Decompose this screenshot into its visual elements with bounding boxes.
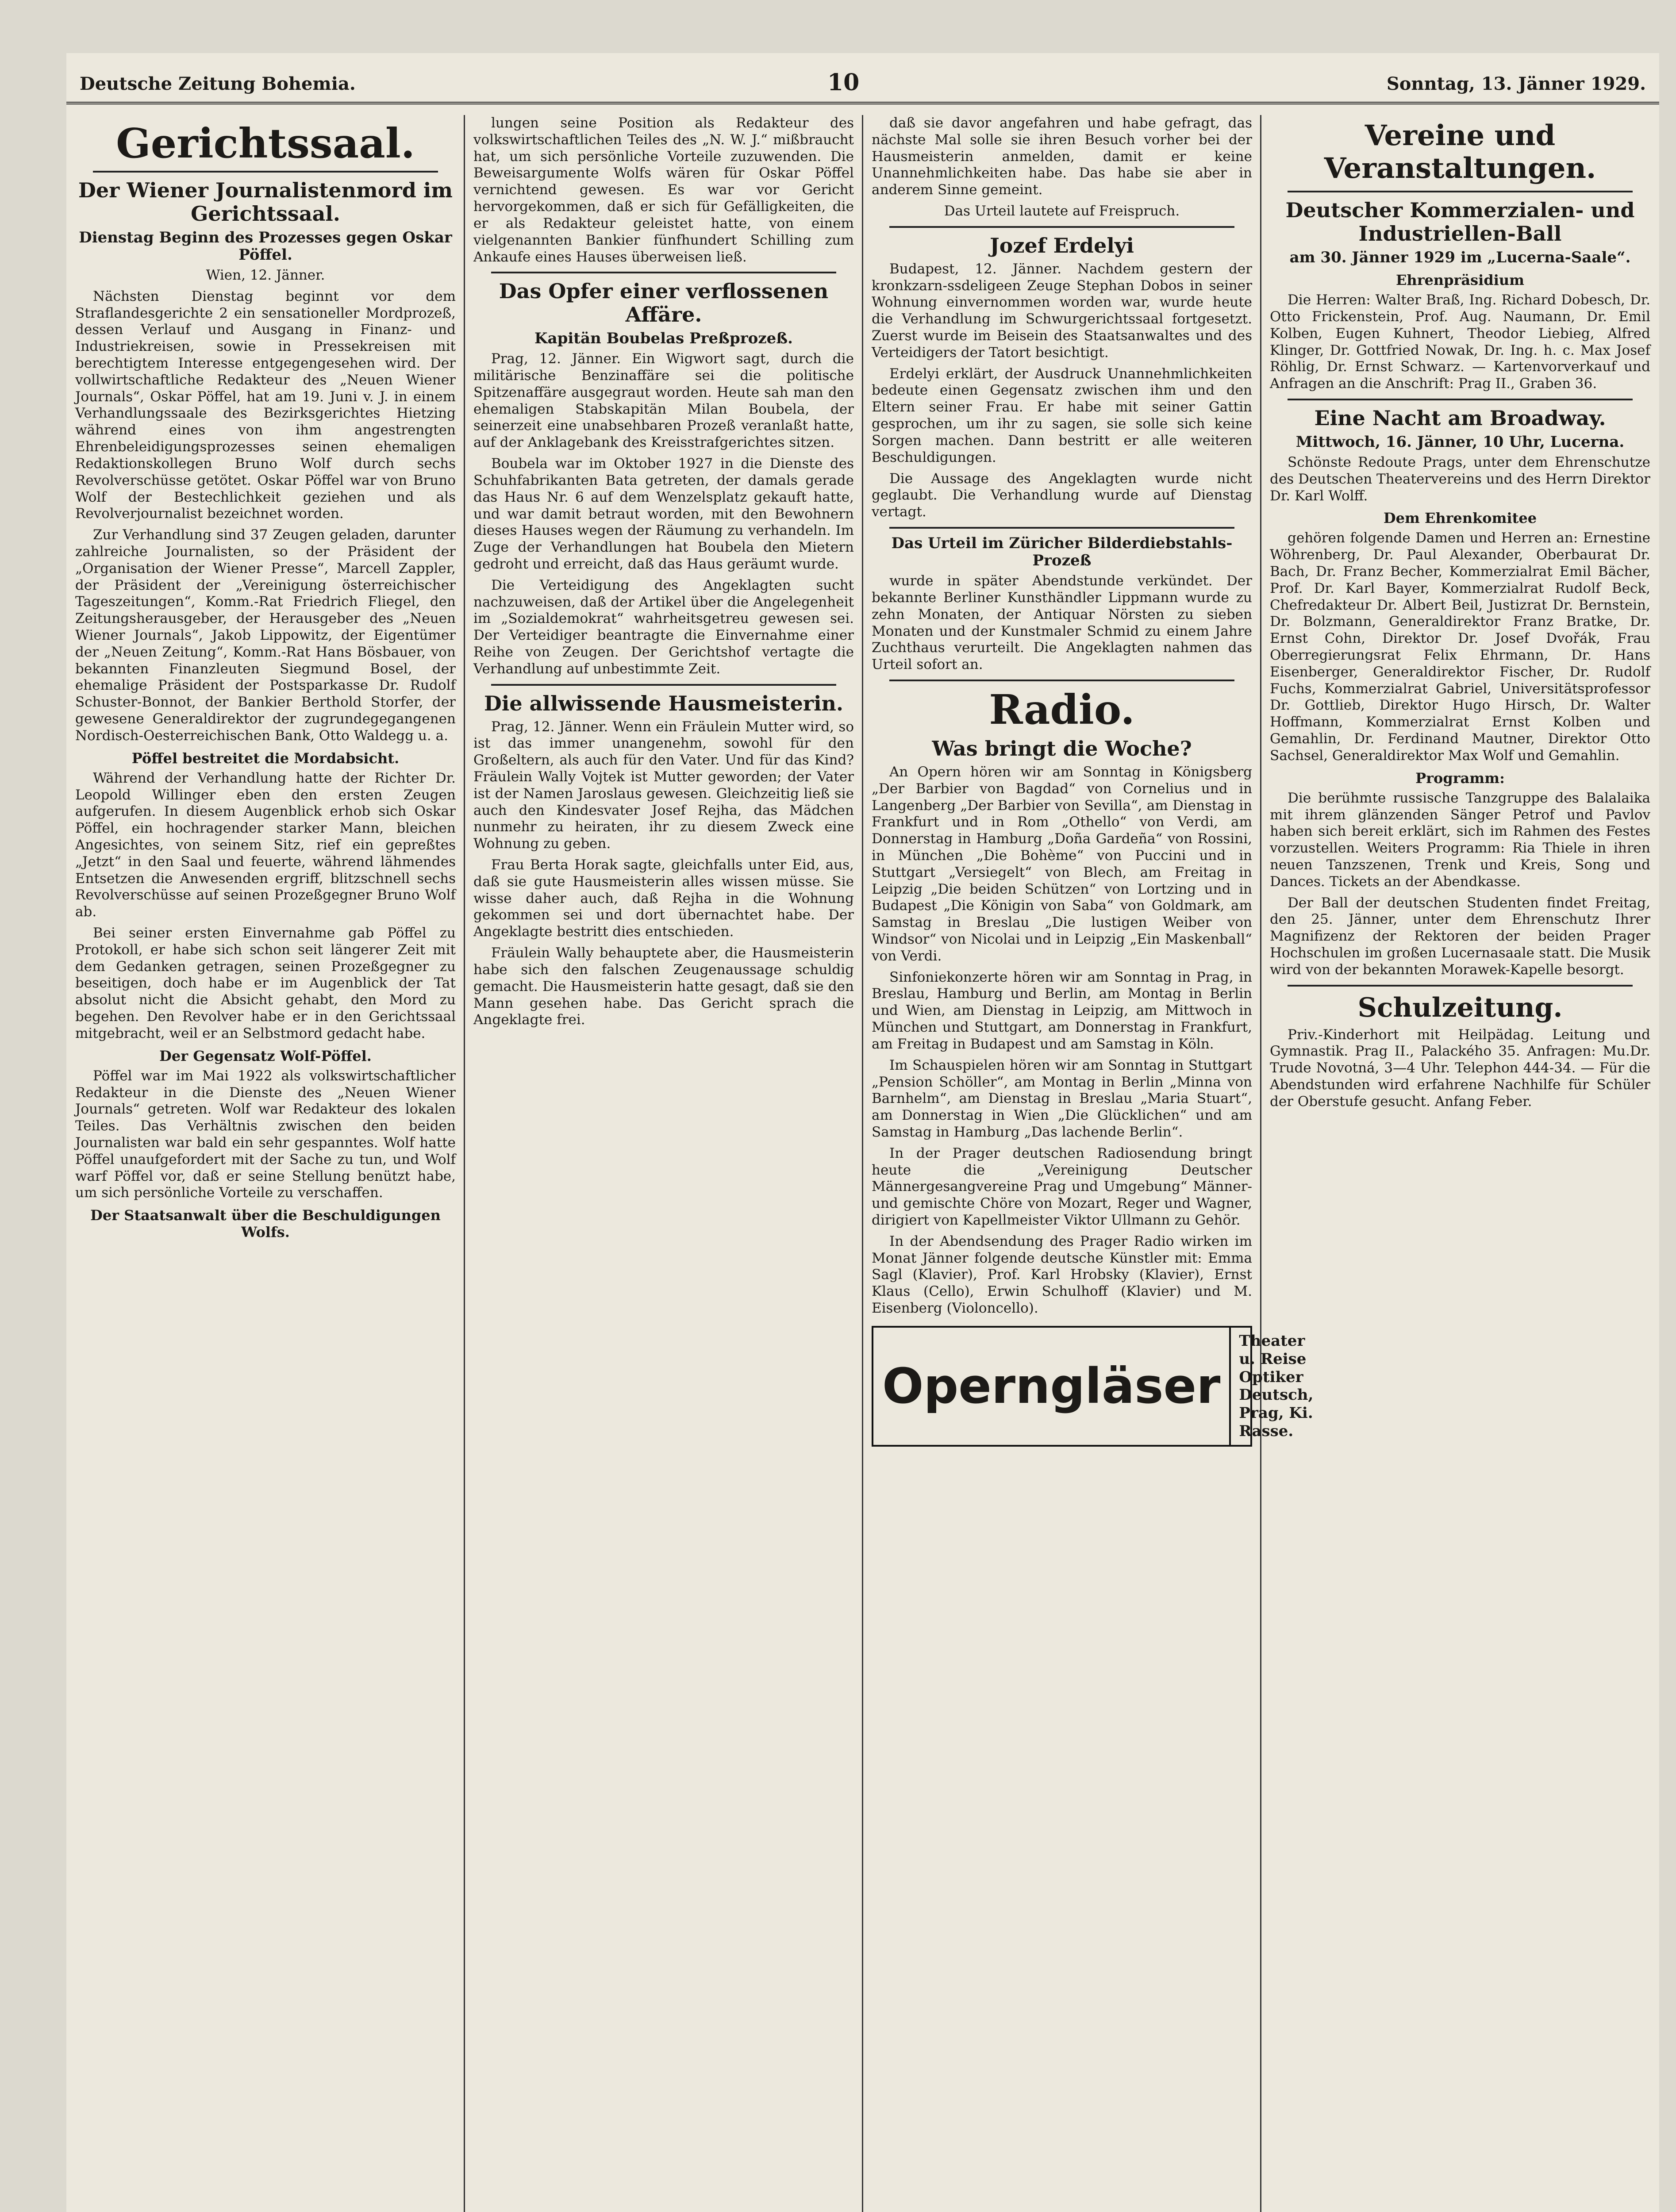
column-court: [75, 115, 456, 2212]
article-paragraph: An Opern hören wir am Sonntag in Königsberg „Der Barbier von Bagdad“ von Cornelius und in Langenberg „Der Barbier von Sevilla“, am Dienstag in Frankfurt und in Rom „Othello“ von Verdi, am Donnerstag in Hamburg „Doña Gardeña“ von Rossini, in München „Die Bohème“ von Puccini und in Stuttgart „Versiegelt“ von Blech, am Freitag in Leipzig „Die beiden Schützen“ von Lortzing und in Budapest „Die Königin von Saba“ von Goldmark, am Samstag in Breslau „Die lustigen Weiber von Windsor“ von Nicolai und in Leipzig „Ein Maskenball“ von Verdi.: [872, 764, 1252, 964]
ad-details: Theater u. Reise Optiker Deutsch, Prag, Ki. Rasse.: [1229, 1328, 1321, 1445]
article-paragraph: Der Ball der deutschen Studenten findet Freitag, den 25. Jänner, unter dem Ehrenschutz Ihrer Magnifizenz der Rektoren der beiden Prager Hochschulen im großen Lucernasaale statt. Die Musik wird von der bekannten Morawek-Kapelle besorgt.: [1270, 895, 1650, 978]
article-paragraph: Prag, 12. Jänner. Ein Wigwort sagt, durch die militärische Benzinaffäre sei die politische Spitzenaffäre ausgegraut worden. Heute sah man den ehemaligen Stabskapitän Milan Boubela, der seinerzeit eine unabsehbaren Prozeß veranlaßt hatte, auf der Anklagebank des Kreisstrafgerichtes sitzen.: [473, 351, 854, 451]
ad-headline: Operngläser: [882, 1358, 1221, 1415]
column-events: [1270, 115, 1650, 2212]
divider: [889, 226, 1234, 228]
divider: [889, 680, 1234, 681]
article-paragraph: Zur Verhandlung sind 37 Zeugen geladen, darunter zahlreiche Journalisten, so der Präsident der „Organisation der Wiener Presse“, Marcell Zappler, der Präsident der „Vereinigung österreichischer Tageszeitungen“, Komm.-Rat Friedrich Fliegel, den Zeitungsherausgeber, der Herausgeber des „Neuen Wiener Journals“, Jakob Lippowitz, der Eigentümer der „Neuen Zeitung“, Komm.-Rat Hans Bösbauer, von bekannten Finanzleuten Siegmund Bosel, der ehemalige Präsident der Postsparkasse Dr. Rudolf Schuster-Bonnot, der Bankier Berthold Storfer, der gewesene Generaldirektor der zugrundegegangenen Nordisch-Oesterreichischen Bank, Otto Waldegg u. a.: [75, 527, 456, 744]
article-title: Die allwissende Hausmeisterin.: [484, 691, 844, 715]
article-paragraph: Die Verteidigung des Angeklagten sucht nachzuweisen, daß der Artikel über die Angelegenheit im „Sozialdemokrat“ wahrheitsgetreu gewesen sei. Der Verteidiger beantragte die Einvernahme einer Reihe von Zeugen. Der Gerichtshof vertagte die Verhandlung auf unbestimmte Zeit.: [473, 577, 854, 677]
column-rule: [862, 115, 863, 2212]
article-title: Das Urteil im Züricher Bilderdiebstahls-Prozeß: [891, 534, 1233, 570]
article-paragraph: In der Abendsendung des Prager Radio wirken im Monat Jänner folgende deutsche Künstler mit: Emma Sagl (Klavier), Prof. Karl Hrobsky (Klavier), Ernst Klaus (Cello), Erwin Schulhoff (Klavier) und M. Eisenberg (Violoncello).: [872, 1233, 1252, 1317]
column-rule: [464, 115, 465, 2212]
section-heading: Radio.: [989, 686, 1135, 734]
article-paragraph: gehören folgende Damen und Herren an: Ernestine Wöhrenberg, Dr. Paul Alexander, Oberbaurat Dr. Bach, Dr. Franz Becher, Kommerzialrat Emil Bächer, Prof. Dr. Karl Bayer, Kommerzialrat Rudolf Beck, Chefredakteur Dr. Albert Beil, Justizrat Dr. Bernstein, Dr. Bolzmann, Generaldirektor Franz Bratke, Dr. Ernst Cohn, Direktor Dr. Josef Dvořák, Frau Oberregierungsrat Felix Ehrmann, Dr. Hans Eisenberger, Generaldirektor Fischer, Dr. Rudolf Fuchs, Kommerzialrat Gabriel, Universitätsprofessor Dr. Gottlieb, Direktor Hugo Hirsch, Dr. Walter Hoffmann, Kommerzialrat Ernst Kolben und Gemahlin, Dr. Ferdinand Mautner, Direktor Otto Sachsel, Generaldirektor Max Wolf und Gemahlin.: [1270, 530, 1650, 764]
subheading: Der Gegensatz Wolf-Pöffel.: [159, 1047, 372, 1064]
article-paragraph: Priv.-Kinderhort mit Heilpädag. Leitung und Gymnastik. Prag II., Palackého 35. Anfragen: Mu.Dr. Trude Novotná, 3—4 Uhr. Telephon 444-34. — Für die Abendstunden wird erfahrene Nachhilfe für Schüler der Oberstufe gesucht. Anfang Feber.: [1270, 1026, 1650, 1110]
subheading: Dem Ehrenkomitee: [1383, 510, 1537, 527]
article-subtitle: Dienstag Beginn des Prozesses gegen Oskar Pöffel.: [79, 228, 452, 264]
newspaper-page: [66, 53, 1659, 2212]
divider: [491, 272, 836, 273]
issue-date: Sonntag, 13. Jänner 1929.: [1386, 73, 1646, 94]
divider: [93, 171, 438, 173]
article-paragraph: Die berühmte russische Tanzgruppe des Balalaika mit ihrem glänzenden Sänger Petrof und Pavlov haben sich bereit erklärt, sich im Rahmen des Festes vorzustellen. Weiters Programm: Ria Thiele in ihren neuen Tanzszenen, Trenk und Kreis, Song und Dances. Tickets an der Abendkasse.: [1270, 790, 1650, 890]
column-3: [872, 115, 1314, 2212]
page-header: [66, 71, 1659, 104]
article-paragraph: Nächsten Dienstag beginnt vor dem Straflandesgerichte 2 ein sensationeller Mordprozeß, dessen Verlauf und Ausgang in Finanz- und Industriekreisen, sowie in Pressekreisen mit berechtigtem Interesse entgegengesehen wird. Der vollwirtschaftliche Redakteur des „Neuen Wiener Journals“, Oskar Pöffel, hat am 19. Juni v. J. in einem Verhandlungssaale des Bezirksgerichtes Hietzing während eines von ihm angestrengten Ehrenbeleidigungsprozesses seinen ehemaligen Redaktionskollegen Bruno Wolf durch sechs Revolverschüsse getötet. Oskar Pöffel war von Bruno Wolf der Bestechlichkeit geziehen und als Revolverjournalist bezeichnet worden.: [75, 288, 456, 522]
article-paragraph: daß sie davor angefahren und habe gefragt, das nächste Mal solle sie ihren Besuch vorher bei der Hausmeisterin anmelden, damit er keine Unannehmlichkeiten habe. Das habe sie aber in anderem Sinne gemeint.: [872, 115, 1252, 198]
divider: [491, 684, 836, 686]
article-paragraph: Sinfoniekonzerte hören wir am Sonntag in Prag, in Breslau, Hamburg und Berlin, am Montag in Berlin und Wien, am Dienstag in Leipzig, am Mittwoch in München und Stuttgart, am Donnerstag in Frankfurt, am Freitag in Budapest und am Samstag in Köln.: [872, 969, 1252, 1052]
article-title: Deutscher Kommerzialen- und Industriellen-Ball: [1285, 198, 1635, 246]
subheading: Programm:: [1415, 769, 1505, 787]
article-paragraph: lungen seine Position als Redakteur des volkswirtschaftlichen Teiles des „N. W. J.“ mißbraucht hat, um sich persönliche Vorteile zuzuwenden. Die Beweisargumente Wolfs wären für Oskar Pöffel vernichtend gewesen. Es war vor Gericht hervorgekommen, daß er sich für Gefälligkeiten, die er als Redakteur geleistet hatte, von einem vielgenannten Bankier fünfhundert Schilling zum Ankaufe eines Hauses überweisen ließ.: [473, 115, 854, 265]
article-paragraph: In der Prager deutschen Radiosendung bringt heute die „Vereinigung Deutscher Männergesangvereine Prag und Umgebung“ Männer- und gemischte Chöre von Mozart, Reger und Wagner, dirigiert von Kapellmeister Viktor Ullmann zu Gehör.: [872, 1145, 1252, 1229]
masthead: Deutsche Zeitung Bohemia.: [80, 73, 356, 94]
column-rule: [1260, 115, 1261, 2212]
article-paragraph: Während der Verhandlung hatte der Richter Dr. Leopold Willinger eben den ersten Zeugen aufgerufen. In diesem Augenblick erhob sich Oskar Pöffel, ein hochragender starker Mann, bleichen Angesichtes, von seinem Sitz, rief ein gepreßtes „Jetzt“ in den Saal und feuerte, während lähmendes Entsetzen die Anwesenden ergriff, blitzschnell sechs Revolverschüsse auf seinen Prozeßgegner Bruno Wolf ab.: [75, 770, 456, 920]
article-paragraph: Pöffel war im Mai 1922 als volkswirtschaftlicher Redakteur in die Dienste des „Neuen Wiener Journals“ getreten. Wolf war Redakteur des lokalen Teiles. Das Verhältnis zwischen den beiden Journalisten war bald ein sehr gespanntes. Wolf hatte Pöffel unaufgefordert mit der Sache zu tun, und Wolf warf Pöffel vor, daß er seine Stellung benützt habe, um sich persönliche Vorteile zu verschaffen.: [75, 1068, 456, 1201]
article-subtitle: Was bringt die Woche?: [932, 737, 1192, 761]
article-paragraph: Die Herren: Walter Braß, Ing. Richard Dobesch, Dr. Otto Frickenstein, Prof. Aug. Naumann, Dr. Emil Kolben, Eugen Kuhnert, Theodor Liebieg, Alfred Klinger, Dr. Gottfried Nowak, Dr. Ing. h. c. Max Josef Röhlig, Dr. Ernst Schwarz. — Kartenvorverkauf und Anfragen an die Anschrift: Prag II., Graben 36.: [1270, 292, 1650, 392]
divider: [889, 527, 1234, 529]
article-subtitle: Mittwoch, 16. Jänner, 10 Uhr, Lucerna.: [1295, 433, 1625, 451]
divider: [1288, 985, 1633, 987]
subheading: Pöffel bestreitet die Mordabsicht.: [131, 749, 400, 767]
divider: [1288, 191, 1633, 192]
article-paragraph: Budapest, 12. Jänner. Nachdem gestern der kronkzarn-ssdeligeen Zeuge Stephan Dobos in seiner Wohnung einvernommen worden war, wurde heute die Verhandlung im Schwurgerichtssaal fortgesetzt. Zuerst wurde im Beisein des Staatsanwaltes und des Verteidigers der Tatort besichtigt.: [872, 261, 1252, 361]
article-title: Eine Nacht am Broadway.: [1314, 406, 1606, 430]
column-2: [473, 115, 854, 2212]
subheading: Ehrenpräsidium: [1396, 272, 1524, 289]
subheading: Der Staatsanwalt über die Beschuldigungen Wolfs.: [90, 1207, 441, 1241]
section-heading: Gerichtssaal.: [116, 119, 415, 167]
article-subtitle: Kapitän Boubelas Preßprozeß.: [534, 330, 793, 348]
article-paragraph: Im Schauspielen hören wir am Sonntag in Stuttgart „Pension Schöller“, am Montag in Berlin „Minna von Barnhelm“, am Dienstag in Breslau „Maria Stuart“, am Donnerstag in Wien „Die Glücklichen“ und am Samstag in Hamburg „Das lachende Berlin“.: [872, 1057, 1252, 1140]
article-paragraph: Erdelyi erklärt, der Ausdruck Unannehmlichkeiten bedeute einen Gegensatz zwischen ihm und den Eltern seiner Frau. Er habe mit seiner Gattin gesprochen, um ihr zu sagen, sie solle sich keine Sorgen machen. Dann bestritt er alle weiteren Beschuldigungen.: [872, 365, 1252, 465]
article-title: Der Wiener Journalistenmord im Gerichtssaal.: [78, 178, 453, 226]
article-paragraph: Frau Berta Horak sagte, gleichfalls unter Eid, aus, daß sie gute Hausmeisterin alles wissen müsse. Sie wisse daher auch, daß Rejha in die Wohnung gekommen sei und dort übernachtet habe. Der Angeklagte bestritt dies entschieden.: [473, 857, 854, 940]
article-paragraph: Bei seiner ersten Einvernahme gab Pöffel zu Protokoll, er habe sich schon seit längerer Zeit mit dem Gedanken getragen, seinen Prozeßgegner zu beseitigen, doch habe er im Augenblick der Tat absolut nicht die Absicht gehabt, den Mord zu begehen. Den Revolver habe er in den Gerichtssaal mitgebracht, weil er an Selbstmord gedacht habe.: [75, 925, 456, 1041]
article-paragraph: Die Aussage des Angeklagten wurde nicht geglaubt. Die Verhandlung wurde auf Dienstag vertagt.: [872, 470, 1252, 520]
verdict-line: Das Urteil lautete auf Freispruch.: [944, 203, 1180, 219]
dateline: Wien, 12. Jänner.: [206, 267, 325, 283]
page-number: 10: [827, 69, 860, 96]
article-title: Das Opfer einer verflossenen Affäre.: [499, 279, 829, 327]
article-title: Jozef Erdelyi: [989, 233, 1134, 257]
advertisement-box: [872, 1326, 1314, 1447]
article-paragraph: Schönste Redoute Prags, unter dem Ehrenschutze des Deutschen Theatervereins und des Herrn Direktor Dr. Karl Wolff.: [1270, 454, 1650, 504]
article-paragraph: Prag, 12. Jänner. Wenn ein Fräulein Mutter wird, so ist das immer unangenehm, sowohl für den Großeltern, als auch für den Vater. Und für das Kind? Fräulein Wally Vojtek ist Mutter geworden; der Vater ist der Namen Jaroslaus gewesen. Gleichzeitig ließ sie auch den Kindesvater Josef Rejha, das Mädchen nunmehr zu heiraten, ihr zu diesem Zweck eine Wohnung zu geben.: [473, 718, 854, 852]
section-heading: Schulzeitung.: [1357, 992, 1563, 1023]
article-paragraph: Boubela war im Oktober 1927 in die Dienste des Schuhfabrikanten Bata getreten, der damals gerade das Haus Nr. 6 auf dem Wenzelsplatz gekauft hatte, und war damit betraut worden, mit den Bewohnern dieses Hauses wegen der Räumung zu verhandeln. Im Zuge der Verhandlungen hat Boubela den Mietern gedroht und erreicht, daß das Haus geräumt wurde.: [473, 456, 854, 572]
article-paragraph: Fräulein Wally behauptete aber, die Hausmeisterin habe sich den falschen Zeugenaussage schuldig gemacht. Die Hausmeisterin hatte gesagt, daß sie den Mann gesehen habe. Das Gericht sprach die Angeklagte frei.: [473, 945, 854, 1028]
article-subtitle: am 30. Jänner 1929 im „Lucerna-Saale“.: [1289, 248, 1631, 266]
section-heading: Vereine und Veranstaltungen.: [1324, 119, 1596, 185]
article-paragraph: wurde in später Abendstunde verkündet. Der bekannte Berliner Kunsthändler Lippmann wurde zu zehn Monaten, der Antiquar Nörsten zu sieben Monaten und der Kunstmaler Schmid zu einem Jahre Zuchthaus verurteilt. Die Angeklagten nahmen das Urteil sofort an.: [872, 573, 1252, 673]
divider: [1288, 399, 1633, 400]
